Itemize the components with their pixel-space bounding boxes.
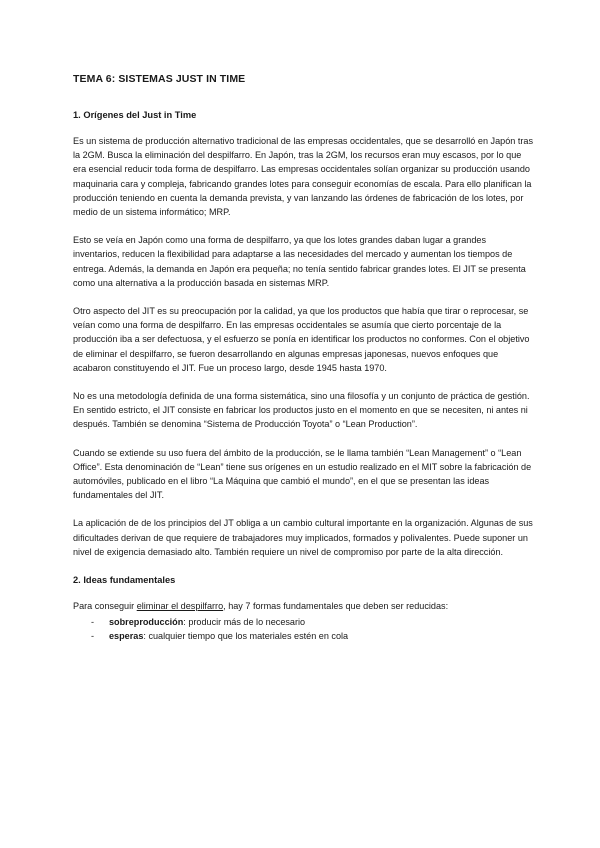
list-term: esperas (109, 631, 144, 642)
list-desc: : producir más de lo necesario (183, 617, 306, 628)
intro-text-end: , hay 7 formas fundamentales que deben ser reducidas: (223, 601, 449, 612)
section-heading-origins: 1. Orígenes del Just in Time (73, 110, 197, 120)
document-content (73, 72, 533, 643)
list-desc: : cualquier tiempo que los materiales estén en cola (143, 631, 349, 642)
paragraph: La aplicación de de los principios del JT obliga a un cambio cultural importante en la organización. Algunas de sus dificultades derivan de que requiere de trabajadores muy implicados, formados y polivalentes. Puede suponer un nivel de exigencia demasiado alto. También requiere un nivel de compromiso por parte de la alta dirección. (73, 518, 533, 557)
paragraph: Cuando se extiende su uso fuera del ámbito de la producción, se le llama también “Lean Management” o “Lean Office”. Esta denominación de “Lean” tiene sus orígenes en un estudio realizado en el MIT sobre la fabricación de automóviles, publicado en el libro “La Máquina que cambió el mundo”, en el que se presentan las ideas fundamentales del JIT. (73, 447, 532, 501)
paragraph: No es una metodología definida de una forma sistemática, sino una filosofía y un conjunto de práctica de gestión. En sentido estricto, el JIT consiste en fabricar los productos justo en el momento en que se necesiten, ni antes ni después. También se denomina “Sistema de Producción Toyota” o “Lean Production”. (73, 391, 530, 430)
section-heading-ideas: 2. Ideas fundamentales (73, 575, 176, 586)
list-dash: - (91, 617, 95, 628)
paragraph: Es un sistema de producción alternativo tradicional de las empresas occidentales, que se desarrolló en Japón tras la 2GM. Busca la eliminación del despilfarro. En Japón, tras la 2GM, los recursos eran muy escasos, por lo que era esencial reducir toda forma de despilfarro. Las empresas occidentales solían organizar su producción usando maquinaria cara y compleja, fabricando grandes lotes para conseguir economías de escala. Para ello planifican la producción teniendo en cuenta la demanda prevista, y van lanzando las órdenes de fabricación de los lotes, por medio de un sistema informático; MRP. (73, 136, 533, 218)
list-item (73, 615, 533, 629)
list-term: sobreproducción (109, 617, 184, 628)
intro-paragraph (73, 599, 533, 613)
paragraph: Esto se veía en Japón como una forma de despilfarro, ya que los lotes grandes daban lugar a grandes inventarios, reducen la flexibilidad para adaptarse a las necesidades del mercado y aumentan los tiempos de entrega. Además, la demanda en Japón era pequeña; no tenía sentido fabricar grandes lotes. El JIT se presenta como una alternativa a la producción basada en sistemas MRP. (73, 235, 526, 288)
page-title: TEMA 6: SISTEMAS JUST IN TIME (73, 73, 246, 85)
list-item (73, 629, 533, 643)
intro-text: Para conseguir (73, 601, 137, 612)
paragraph: Otro aspecto del JIT es su preocupación por la calidad, ya que los productos que había que tirar o reprocesar, se veían como una forma de despilfarro. En las empresas occidentales se asumía que cierto porcentaje de la producción iba a ser defectuosa, y el esfuerzo se ponía en identificar los productos no conformes. Con el objetivo de eliminar el despilfarro, se fueron desarrollando en algunas empresas japonesas, nuevos enfoques que acabaron constituyendo el JIT. Fue un proceso largo, desde 1945 hasta 1970. (73, 306, 530, 373)
underlined-phrase: eliminar el despilfarro (136, 601, 224, 612)
waste-list (73, 615, 533, 643)
list-dash: - (91, 631, 95, 642)
